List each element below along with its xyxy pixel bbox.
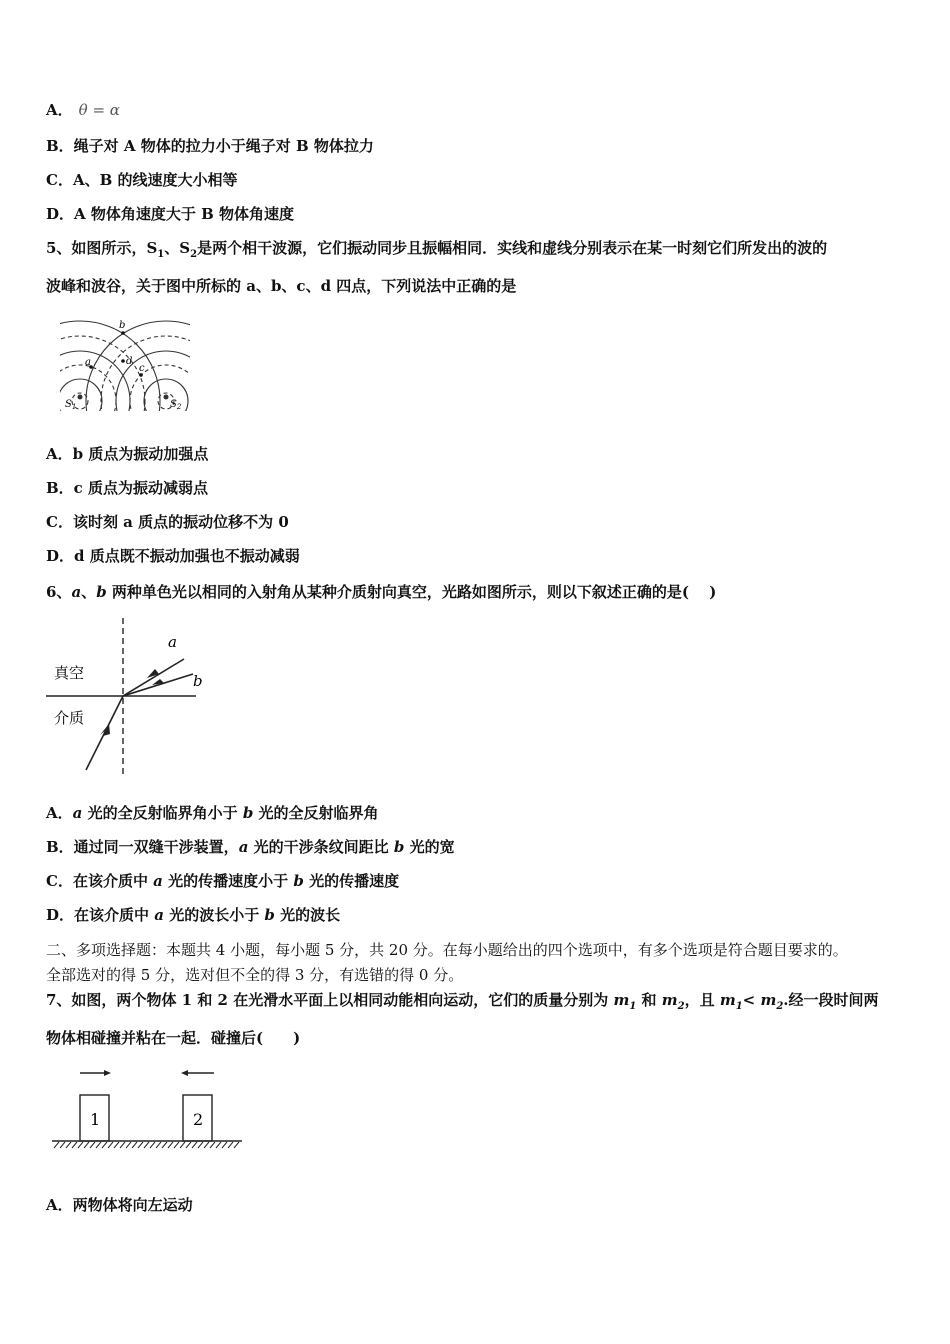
- q5-wave-figure: [56, 315, 196, 415]
- q5-stem-line2: 波峰和波谷，关于图中所标的 a、b、c、d 四点，下列说法中正确的是: [46, 277, 517, 295]
- label-b: b: [119, 320, 126, 331]
- s1-source-dot: [78, 395, 83, 400]
- label-ray-a: a: [168, 633, 177, 651]
- q7-blocks-figure: [50, 1062, 245, 1154]
- q5-option-a: A．b 质点为振动加强点: [46, 445, 209, 463]
- section2-heading: 二、多项选择题：本题共 4 小题，每小题 5 分，共 20 分。在每小题给出的四个选项中，有多个选项是符合题目要求的。: [46, 941, 848, 959]
- section2-heading-line2: 全部选对的得 5 分，选对但不全的得 3 分，有选错的得 0 分。: [46, 966, 464, 984]
- label-d: d: [126, 356, 133, 367]
- label-c: c: [139, 363, 145, 374]
- block-1-label: 1: [90, 1110, 101, 1129]
- point-d-dot: [121, 359, 125, 363]
- label-a: a: [85, 357, 91, 368]
- q6-option-b: B．通过同一双缝干涉装置，a 光的干涉条纹间距比 b 光的宽: [46, 838, 455, 856]
- arrow-left-head: [181, 1070, 188, 1076]
- q6-option-d: D．在该介质中 a 光的波长小于 b 光的波长: [46, 906, 341, 924]
- q6-option-a: A．a 光的全反射临界角小于 b 光的全反射临界角: [46, 804, 379, 822]
- q4-option-d: D．A 物体角速度大于 B 物体角速度: [46, 205, 294, 223]
- label-medium: 介质: [54, 709, 85, 727]
- label-vacuum: 真空: [54, 664, 85, 682]
- q7-stem-line1: 7、如图，两个物体 1 和 2 在光滑水平面上以相同动能相向运动，它们的质量分别为 $m_1$ 和 $m_2$，且 $m_1< m_2$.经一段时间两: [46, 991, 879, 1012]
- q5-option-b: B．c 质点为振动减弱点: [46, 479, 209, 497]
- block-2-label: 2: [193, 1110, 204, 1129]
- q4-option-c: C．A、B 的线速度大小相等: [46, 171, 238, 189]
- q6-option-c: C．在该介质中 a 光的传播速度小于 b 光的传播速度: [46, 872, 400, 890]
- q6-stem: 6、a、b 两种单色光以相同的入射角从某种介质射向真空，光路如图所示，则以下叙述正确的是( ): [46, 583, 717, 601]
- q6-refraction-figure: [46, 615, 216, 780]
- incident-arrowhead: [103, 723, 110, 736]
- q7-stem-line2: 物体相碰撞并粘在一起．碰撞后( ): [46, 1029, 301, 1047]
- ray-b: [123, 674, 193, 696]
- label-ray-b: b: [193, 672, 203, 690]
- label-s1: $S_1$: [65, 399, 77, 411]
- q7-option-a: A．两物体将向左运动: [46, 1196, 193, 1214]
- ray-a: [123, 659, 184, 696]
- q5-option-c: C．该时刻 a 质点的振动位移不为 0: [46, 513, 289, 531]
- label-s2: $S_2$: [170, 399, 182, 411]
- point-b-dot: [121, 331, 125, 335]
- arrow-right-head: [104, 1070, 111, 1076]
- q4-option-b: B．绳子对 A 物体的拉力小于绳子对 B 物体拉力: [46, 137, 374, 155]
- s2-source-dot: [164, 395, 169, 400]
- ground-hatching: [54, 1142, 239, 1148]
- q5-option-d: D．d 质点既不振动加强也不振动减弱: [46, 547, 300, 565]
- q5-stem-line1: 5、如图所示，$S_1$、$S_2$是两个相干波源，它们振动同步且振幅相同．实线和虚线分别表示在某一时刻它们所发出的波的: [46, 239, 828, 260]
- q4-option-a: A． θ = α: [46, 101, 120, 119]
- ray-a-arrowhead: [147, 669, 159, 678]
